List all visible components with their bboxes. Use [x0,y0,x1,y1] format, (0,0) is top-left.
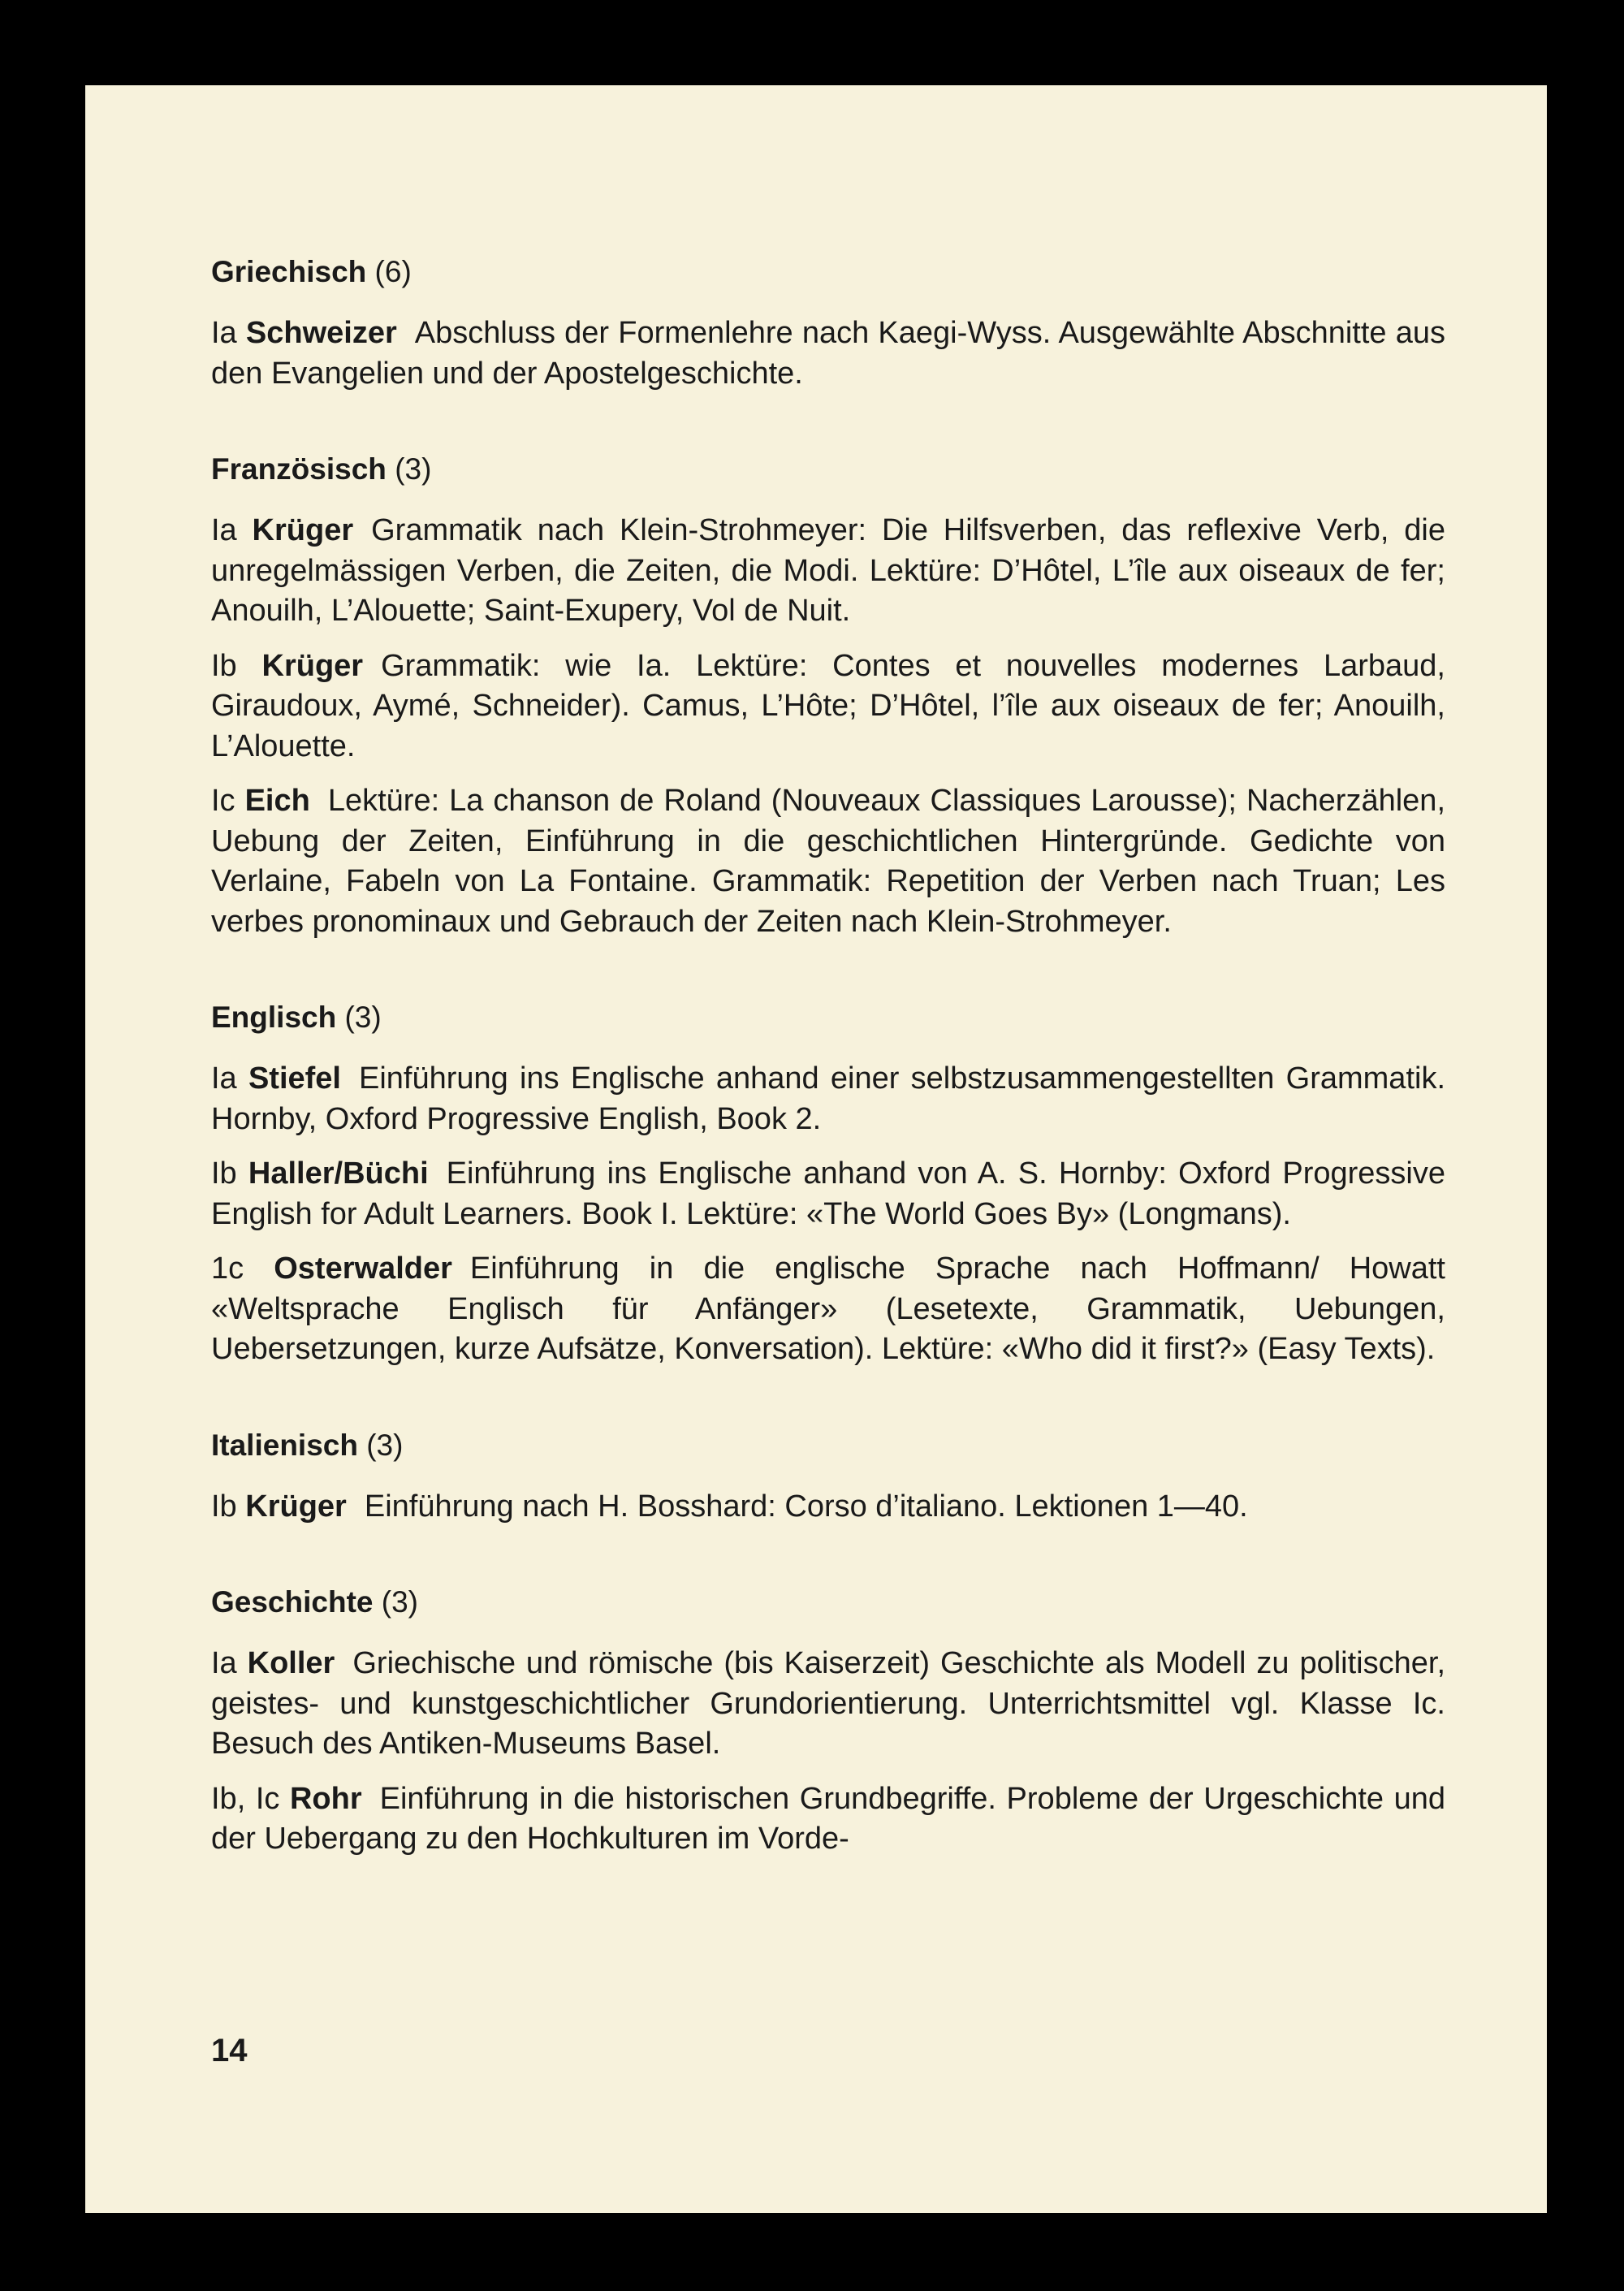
section-italienisch [211,1425,1445,1528]
section-franzoesisch [211,449,1445,942]
teacher-name: Schweizer [245,316,397,350]
section-heading [211,1582,1445,1623]
page-content [211,252,1445,1860]
class-label: Ic [211,784,235,818]
subject-hours: (3) [395,452,432,486]
course-description: Grammatik: wie Ia. Lektüre: Contes et nouvelles modernes Larbaud, Giraudoux, Aymé, Schneider). Camus, L’Hôte; D’Hôtel, l’île aux oiseaux de fer; Anouilh, L’Alouette. [211,648,1445,763]
section-englisch [211,997,1445,1370]
course-description: Einführung nach H. Bosshard: Corso d’italiano. Lektionen 1—40. [364,1489,1248,1524]
course-entry [211,781,1445,942]
course-description: Lektüre: La chanson de Roland (Nouveaux Classiques Larousse); Nacherzählen, Uebung der Zeiten, Einführung in die geschichtlichen Hintergründe. Gedichte von Verlaine, Fabeln von La Fontaine. Grammatik: Repetition der Verben nach Truan; Les verbes pronominaux und Gebrauch der Zeiten nach Klein-Strohmeyer. [211,784,1445,939]
course-description: Griechische und römische (bis Kaiserzeit) Geschichte als Modell zu politischer, geistes- und kunstgeschichtlicher Grundorientierung. Unterrichtsmittel vgl. Klasse Ic. Besuch des Antiken-Museums Basel. [211,1646,1446,1761]
course-description: Abschluss der Formenlehre nach Kaegi-Wyss. Ausgewählte Abschnitte aus den Evangelien und der Apostelgeschichte. [211,316,1445,391]
course-entry [211,1779,1445,1860]
class-label: Ia [211,513,237,547]
teacher-name: Stiefel [248,1061,341,1096]
course-entry [211,313,1445,394]
teacher-name: Krüger [252,513,354,547]
course-description: Einführung in die historischen Grundbegriffe. Probleme der Urgeschichte und der Uebergang zu den Hochkulturen im Vorde- [211,1781,1445,1856]
subject-name: Italienisch [211,1428,358,1462]
course-description: Einführung ins Englische anhand von A. S. Hornby: Oxford Progressive English for Adult Learners. Book I. Lektüre: «The World Goes By» (Longmans). [211,1156,1446,1231]
class-label: Ib [211,1156,237,1191]
subject-name: Griechisch [211,255,367,288]
section-griechisch [211,252,1445,394]
course-entry [211,1249,1445,1370]
teacher-name: Koller [247,1646,335,1680]
teacher-name: Rohr [289,1781,362,1816]
page-number: 14 [211,2033,248,2068]
section-geschichte [211,1582,1445,1860]
document-page [85,85,1547,2213]
subject-name: Geschichte [211,1585,374,1619]
course-entry [211,1154,1445,1234]
class-label: Ib [211,648,237,683]
class-label: Ib [211,1489,237,1524]
teacher-name: Krüger [245,1489,347,1524]
class-label: Ia [211,1646,237,1680]
subject-name: Englisch [211,1001,337,1034]
class-label: 1c [211,1251,244,1286]
section-heading [211,449,1445,490]
section-heading [211,1425,1445,1466]
course-entry [211,511,1445,632]
subject-hours: (6) [374,255,412,288]
section-heading [211,997,1445,1038]
section-heading [211,252,1445,292]
course-description: Einführung ins Englische anhand einer selbstzusammengestellten Grammatik. Hornby, Oxford Progressive English, Book 2. [211,1061,1446,1136]
class-label: Ib, Ic [211,1781,280,1816]
teacher-name: Osterwalder [274,1251,452,1286]
teacher-name: Krüger [261,648,364,683]
course-description: Einführung in die englische Sprache nach Hoffmann/ Howatt «Weltsprache Englisch für Anfänger» (Lesetexte, Grammatik, Uebungen, Uebersetzungen, kurze Aufsätze, Konversation). Lektüre: «Who did it first?» (Easy Texts). [211,1251,1445,1366]
course-entry [211,1059,1445,1139]
course-entry [211,646,1445,767]
subject-hours: (3) [344,1001,382,1034]
class-label: Ia [211,1061,237,1096]
teacher-name: Haller/Büchi [248,1156,429,1191]
teacher-name: Eich [244,784,310,818]
course-description: Grammatik nach Klein-Strohmeyer: Die Hilfsverben, das reflexive Verb, die unregelmässigen Verben, die Zeiten, die Modi. Lektüre: D’Hôtel, L’île aux oiseaux de fer; Anouilh, L’Alouette; Saint-Exupery, Vol de Nuit. [211,513,1445,628]
course-entry [211,1487,1445,1528]
subject-hours: (3) [366,1428,404,1462]
class-label: Ia [211,316,237,350]
subject-hours: (3) [381,1585,418,1619]
course-entry [211,1644,1445,1765]
subject-name: Französisch [211,452,387,486]
